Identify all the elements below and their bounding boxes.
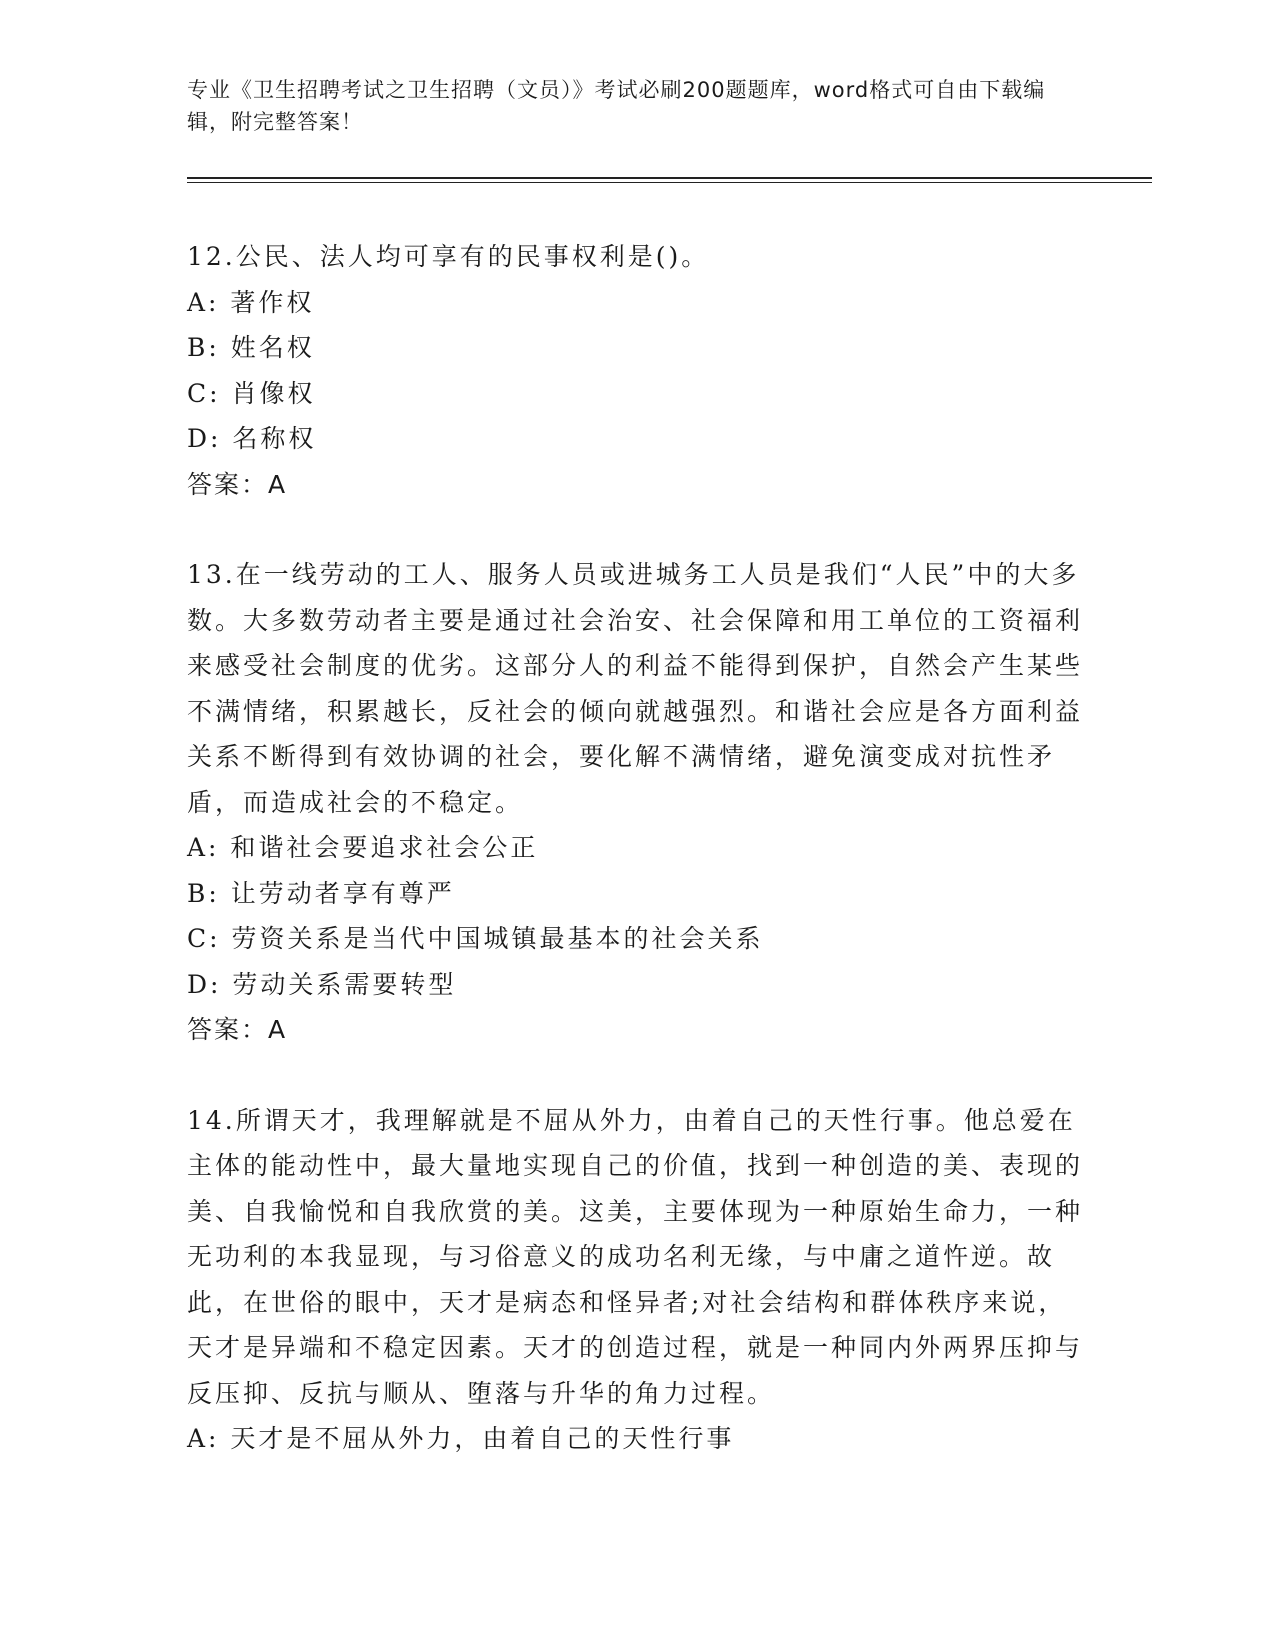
header-divider-thin xyxy=(187,182,1152,183)
option-a: A: 著作权 xyxy=(187,287,315,317)
answer: 答案：A xyxy=(187,1015,288,1044)
question-12 xyxy=(187,234,1087,507)
option-b: B: 姓名权 xyxy=(187,333,315,362)
question-stem: 12.公民、法人均可享有的民事权利是()。 xyxy=(187,242,710,271)
option-b: B: 让劳动者享有尊严 xyxy=(187,878,455,908)
question-14 xyxy=(187,1098,1087,1462)
option-a: A: 和谐社会要追求社会公正 xyxy=(187,833,539,862)
document-header: 专业《卫生招聘考试之卫生招聘（文员）》考试必刷200题题库，word格式可自由下载编辑，附完整答案！ xyxy=(187,78,1046,134)
option-a: A: 天才是不屈从外力，由着自己的天性行事 xyxy=(187,1424,735,1453)
option-c: C: 劳资关系是当代中国城镇最基本的社会关系 xyxy=(187,924,764,953)
option-c: C: 肖像权 xyxy=(187,378,316,408)
question-13 xyxy=(187,552,1087,1053)
option-d: D: 名称权 xyxy=(187,424,317,453)
question-list xyxy=(187,234,1087,1462)
question-stem: 14.所谓天才，我理解就是不屈从外力，由着自己的天性行事。他总爱在主体的能动性中，最大量地实现自己的价值，找到一种创造的美、表现的美、自我愉悦和自我欣赏的美。这美，主要体现为一种原始生命力，一种无功利的本我显现，与习俗意义的成功名利无缘，与中庸之道忤逆。故此，在世俗的眼中，天才是病态和怪异者;对社会结构和群体秩序来说，天才是异端和不稳定因素。天才的创造过程，就是一种同内外两界压抑与反压抑、反抗与顺从、堕落与升华的角力过程。 xyxy=(187,1105,1084,1408)
option-d: D: 劳动关系需要转型 xyxy=(187,969,457,999)
header-divider xyxy=(187,177,1152,179)
answer: 答案：A xyxy=(187,469,288,499)
question-stem: 13.在一线劳动的工人、服务人员或进城务工人员是我们“人民”中的大多数。大多数劳动者主要是通过社会治安、社会保障和用工单位的工资福利来感受社会制度的优劣。这部分人的利益不能得到保护，自然会产生某些不满情绪，积累越长，反社会的倾向就越强烈。和谐社会应是各方面利益关系不断得到有效协调的社会，要化解不满情绪，避免演变成对抗性矛盾，而造成社会的不稳定。 xyxy=(187,560,1084,817)
